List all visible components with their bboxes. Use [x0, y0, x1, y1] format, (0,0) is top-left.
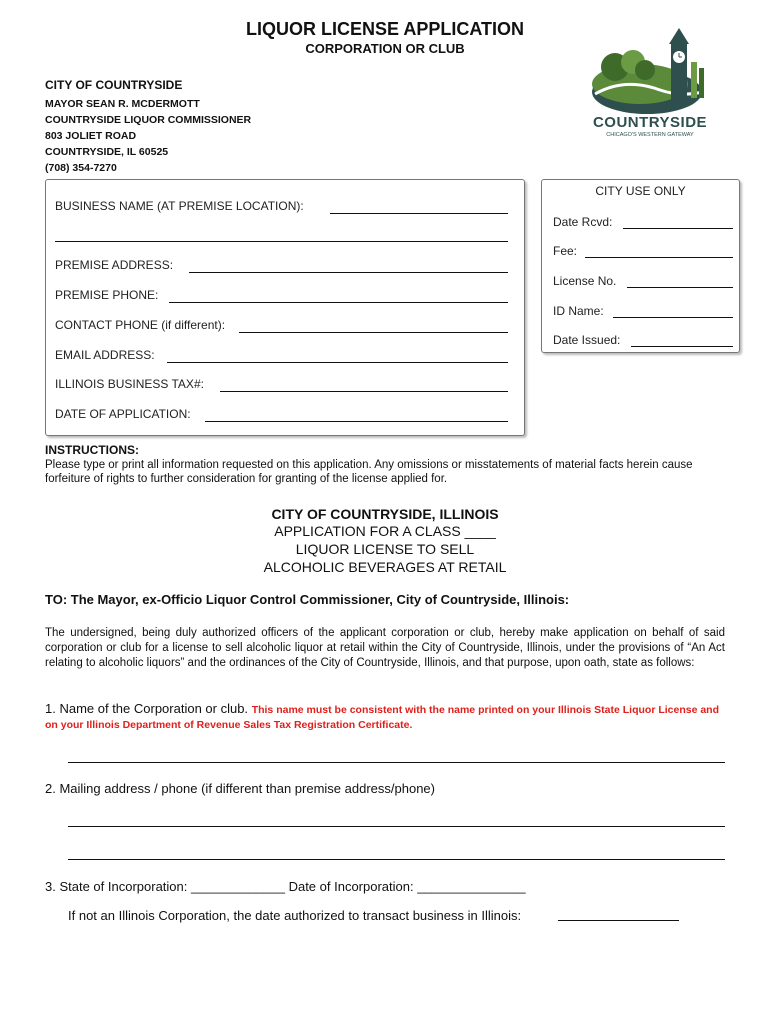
business-info-box: [45, 179, 525, 436]
date-label: DATE OF APPLICATION:: [55, 407, 191, 421]
clock-tower-icon: [585, 22, 715, 117]
city-heading: CITY OF COUNTRYSIDE: [45, 78, 183, 92]
address-block: [45, 96, 251, 176]
item-2-label: 2. Mailing address / phone (if different than premise address/phone): [45, 781, 435, 796]
mailing-address-field[interactable]: [68, 826, 725, 827]
address-line: (708) 354-7270: [45, 162, 117, 174]
section-title: CITY OF COUNTRYSIDE, ILLINOIS: [271, 506, 499, 522]
premise-phone-field[interactable]: [169, 302, 508, 303]
license-no-field[interactable]: [627, 287, 733, 288]
business-name-field-2[interactable]: [55, 241, 508, 242]
section-line-3: LIQUOR LICENSE TO SELL: [295, 541, 475, 557]
address-line: 803 JOLIET ROAD: [45, 130, 137, 142]
section-line-2: APPLICATION FOR A CLASS ____: [274, 523, 496, 539]
id-name-field[interactable]: [613, 317, 733, 318]
date-field[interactable]: [205, 421, 508, 422]
to-line: TO: The Mayor, ex-Officio Liquor Control Commissioner, City of Countryside, Illinois:: [45, 592, 570, 607]
countryside-logo: [585, 22, 715, 142]
date-issued-label: Date Issued:: [553, 333, 621, 347]
mailing-address-field-2[interactable]: [68, 859, 725, 860]
section-line-4: ALCOHOLIC BEVERAGES AT RETAIL: [263, 559, 507, 575]
premise-address-label: PREMISE ADDRESS:: [55, 258, 174, 272]
instructions-text: Please type or print all information requested on this application. Any omissions or misstatements of material facts herein cause forfeiture of rights to further consideration for granting of the license applied for.: [45, 459, 693, 485]
address-line: MAYOR SEAN R. MCDERMOTT: [45, 98, 200, 110]
authorized-date-field[interactable]: [558, 920, 679, 921]
item-1: [45, 702, 725, 732]
fee-label: Fee:: [553, 244, 578, 258]
business-name-field[interactable]: [330, 213, 508, 214]
page-subtitle: CORPORATION OR CLUB: [305, 41, 465, 56]
tax-label: ILLINOIS BUSINESS TAX#:: [55, 377, 204, 391]
id-name-label: ID Name:: [553, 304, 604, 318]
date-rcvd-field[interactable]: [623, 228, 733, 229]
contact-phone-label: CONTACT PHONE (if different):: [55, 318, 226, 332]
date-issued-field[interactable]: [631, 346, 733, 347]
fee-field[interactable]: [585, 257, 733, 258]
premise-address-field[interactable]: [189, 272, 508, 273]
contact-phone-field[interactable]: [239, 332, 508, 333]
address-line: COUNTRYSIDE LIQUOR COMMISSIONER: [45, 114, 252, 126]
item-3b-label: If not an Illinois Corporation, the date authorized to transact business in Illinois:: [68, 908, 522, 923]
city-use-box: [541, 179, 740, 353]
instructions-heading: INSTRUCTIONS:: [45, 443, 139, 457]
item-1-note: This name must be consistent with the name printed on your Illinois State Liquor License and on your Illinois Department of Revenue Sales Tax Registration Certificate.: [45, 704, 720, 731]
intro-paragraph: The undersigned, being duly authorized officers of the applicant corporation or club, hereby make application on behalf of said corporation or club for a license to sell alcoholic liquor at retail within the City of Countryside, Illinois, under the provisions of “An Act relating to alcoholic liquors” and the ordinances of the City of Countryside, Illinois, and that purpose, upon oath, state as follows:: [45, 627, 725, 669]
email-label: EMAIL ADDRESS:: [55, 348, 155, 362]
tax-field[interactable]: [220, 391, 508, 392]
email-field[interactable]: [167, 362, 508, 363]
item-3-label: 3. State of Incorporation: _____________ Date of Incorporation: _______________: [45, 879, 526, 894]
page-title: LIQUOR LICENSE APPLICATION: [245, 19, 524, 39]
item-1-label: 1. Name of the Corporation or club.: [45, 701, 249, 716]
logo-name: COUNTRYSIDE: [592, 114, 708, 131]
instructions: [45, 443, 735, 486]
logo-tagline: CHICAGO'S WESTERN GATEWAY: [606, 132, 694, 138]
premise-phone-label: PREMISE PHONE:: [55, 288, 159, 302]
license-no-label: License No.: [553, 274, 617, 288]
city-use-title: CITY USE ONLY: [595, 184, 686, 198]
business-name-label: BUSINESS NAME (AT PREMISE LOCATION):: [55, 199, 304, 213]
address-line: COUNTRYSIDE, IL 60525: [45, 146, 169, 158]
date-rcvd-label: Date Rcvd:: [553, 215, 613, 229]
corporation-name-field[interactable]: [68, 762, 725, 763]
